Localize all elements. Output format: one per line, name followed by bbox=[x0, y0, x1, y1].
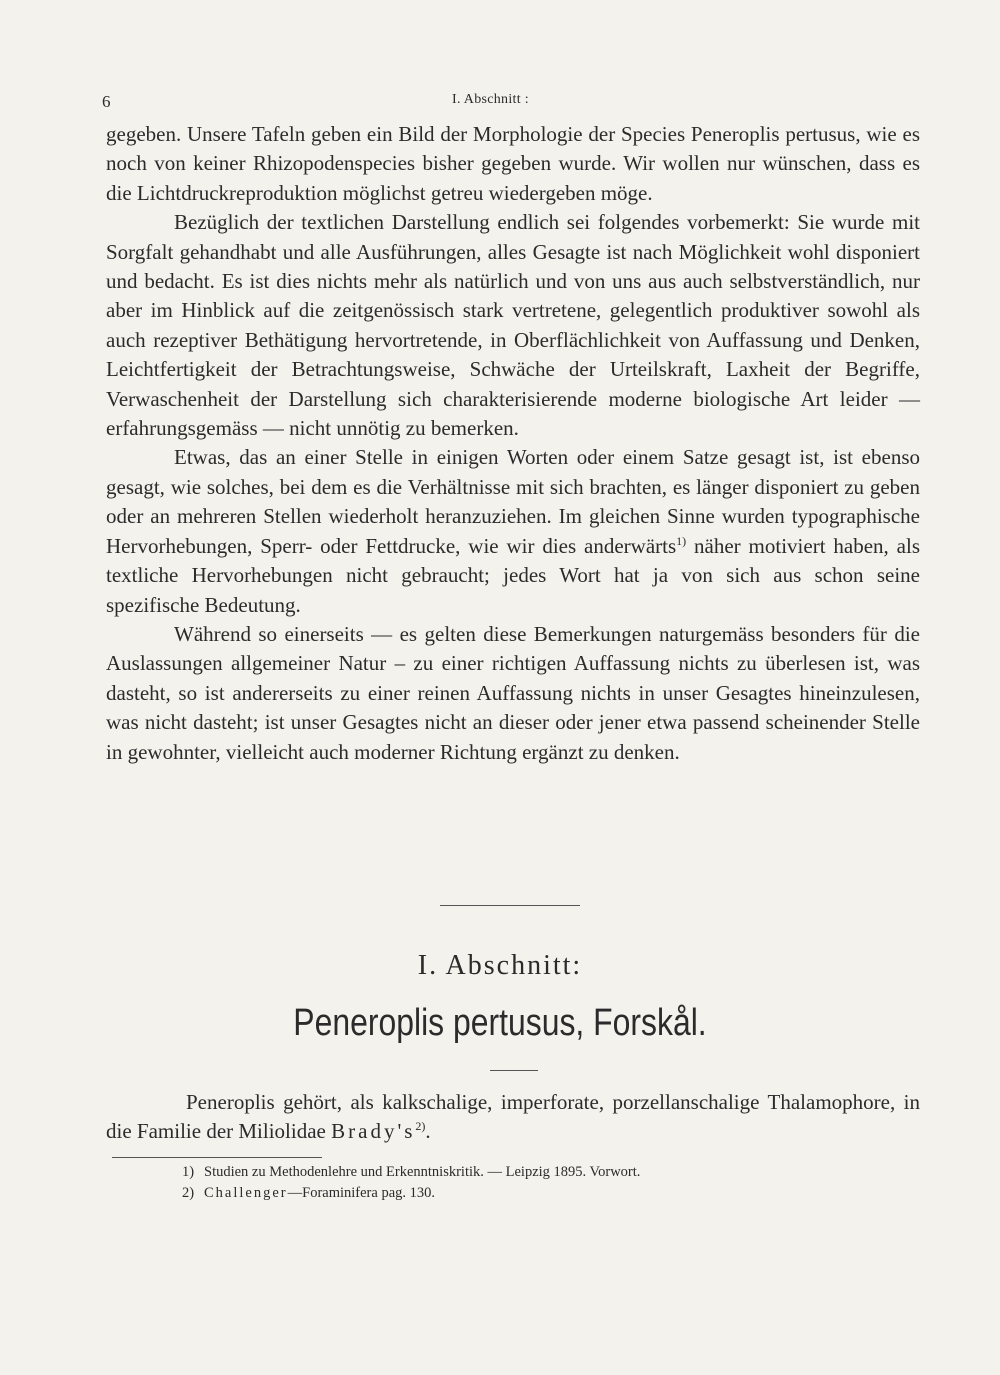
intro-end: . bbox=[425, 1119, 431, 1144]
footnote-2 bbox=[182, 1183, 882, 1204]
intro-paragraph bbox=[106, 1088, 920, 1147]
footnote-2-text: —Foraminifera pag. 130. bbox=[287, 1185, 436, 1201]
paragraph-2: Bezüglich der textlichen Darstellung endlich sei folgendes vorbemerkt: Sie wurde mit Sorgfalt gehandhabt und alle Ausführungen, alles Gesagte ist nach Möglichkeit wohl disponiert und bedacht. Es ist dies nichts mehr als natürlich und von uns aus auch selbstverständlich, nur aber im Hinblick auf die zeitgenössisch stark vertretene, gelegentlich produktiver sowohl als auch rezeptiver Bethätigung hervortretende, in Oberflächlichkeit von Auffassung und Denken, Leichtfertigkeit der Betrachtungsweise, Schwäche der Urteilskraft, Laxheit der Begriffe, Verwaschenheit der Darstellung sich charakterisierende moderne biologische Art leider — erfahrungsgemäss — nicht unnötig zu bemerken. bbox=[106, 210, 920, 441]
paragraph-3 bbox=[106, 443, 920, 619]
title-rule bbox=[490, 1070, 538, 1071]
footnote-rule bbox=[112, 1157, 322, 1158]
section-divider-rule bbox=[440, 905, 580, 906]
footnote-ref-2: 2) bbox=[415, 1119, 426, 1134]
body-text bbox=[106, 120, 920, 767]
footnote-1-text: Studien zu Methodenlehre und Erkenntniskritik. — Leipzig 1895. Vorwort. bbox=[204, 1164, 641, 1180]
footnote-2-author: Challenger bbox=[204, 1185, 288, 1201]
footnote-1-marker: 1) bbox=[182, 1164, 195, 1180]
section-title: Peneroplis pertusus, Forskål. bbox=[293, 1002, 707, 1044]
section-heading: I. Abschnitt: bbox=[417, 950, 583, 981]
paragraph-3-text: Etwas, das an einer Stelle in einigen Worten oder einem Satze gesagt ist, ist ebenso gesagt, wie solches, bei dem es die Verhältnisse mit sich brachten, es länger disponiert zu geben oder an mehreren Stellen wiederholt heranzuziehen. Im gleichen Sinne wurden typographische Hervorhebungen, Sperr- oder Fettdrucke, wie wir dies anderwärts bbox=[106, 445, 920, 558]
footnote-2-marker: 2) bbox=[182, 1185, 195, 1201]
intro-text: Peneroplis gehört, als kalkschalige, imperforate, porzellanschalige Thalamophore, in die Familie der Miliolidae bbox=[106, 1090, 920, 1144]
section-intro bbox=[106, 1088, 920, 1147]
footnote-ref-1: 1) bbox=[676, 533, 687, 548]
footnotes bbox=[182, 1162, 882, 1204]
paragraph-1: gegeben. Unsere Tafeln geben ein Bild der Morphologie der Species Peneroplis pertusus, wie es noch von keiner Rhizopodenspecies bisher gegeben wurde. Wir wollen nur wünschen, dass es die Lichtdruckreproduktion möglichst getreu wiedergeben möge. bbox=[106, 122, 920, 205]
footnote-1 bbox=[182, 1162, 882, 1183]
paragraph-3-continuation: näher motiviert haben, als textliche Hervorhebungen nicht gebraucht; jedes Wort hat ja von sich aus schon seine spezifische Bedeutung. bbox=[106, 533, 921, 617]
page-number: 6 bbox=[102, 92, 111, 111]
intro-author: Brady's bbox=[331, 1119, 416, 1144]
running-head: I. Abschnitt : bbox=[452, 92, 529, 107]
paragraph-4: Während so einerseits — es gelten diese Bemerkungen naturgemäss besonders für die Auslassungen allgemeiner Natur – zu einer richtigen Auffassung nichts zu überlesen ist, was dasteht, so ist andererseits zu einer reinen Auffassung nichts in unser Gesagtes hineinzulesen, was nicht dasteht; ist unser Gesagtes nicht an dieser oder jener etwa passend scheinender Stelle in gewohnter, vielleicht auch moderner Richtung ergänzt zu denken. bbox=[106, 621, 920, 764]
